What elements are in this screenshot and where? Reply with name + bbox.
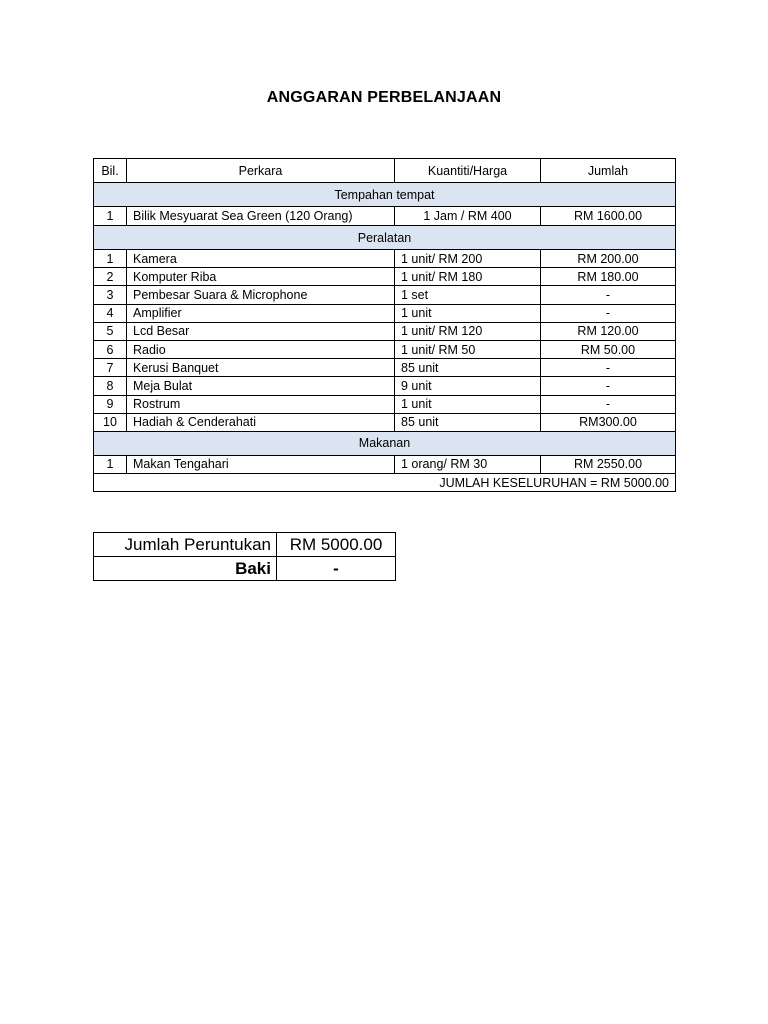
row-qty: 9 unit [395, 377, 541, 395]
table-row [94, 395, 676, 413]
row-item: Pembesar Suara & Microphone [127, 286, 395, 304]
row-amount: RM 120.00 [541, 322, 676, 340]
row-no: 10 [94, 413, 127, 431]
allocation-row [94, 533, 396, 557]
row-qty: 1 set [395, 286, 541, 304]
table-row [94, 268, 676, 286]
table-row [94, 207, 676, 226]
allocation-value: RM 5000.00 [277, 533, 396, 557]
row-item: Makan Tengahari [127, 455, 395, 473]
row-item: Meja Bulat [127, 377, 395, 395]
balance-value: - [277, 557, 396, 581]
row-no: 8 [94, 377, 127, 395]
row-qty: 1 Jam / RM 400 [395, 207, 541, 226]
row-amount: RM 50.00 [541, 340, 676, 358]
table-row [94, 340, 676, 358]
row-no: 1 [94, 207, 127, 226]
row-amount: - [541, 359, 676, 377]
row-no: 3 [94, 286, 127, 304]
header-row [94, 159, 676, 183]
budget-table [93, 158, 676, 492]
row-no: 4 [94, 304, 127, 322]
row-item: Amplifier [127, 304, 395, 322]
row-no: 9 [94, 395, 127, 413]
grand-total-row [94, 474, 676, 492]
table-row [94, 286, 676, 304]
row-item: Radio [127, 340, 395, 358]
row-item: Kerusi Banquet [127, 359, 395, 377]
row-no: 5 [94, 322, 127, 340]
balance-row [94, 557, 396, 581]
row-no: 1 [94, 250, 127, 268]
header-no: Bil. [94, 159, 127, 183]
table-row [94, 377, 676, 395]
row-qty: 85 unit [395, 359, 541, 377]
balance-label: Baki [94, 557, 277, 581]
row-no: 7 [94, 359, 127, 377]
row-no: 6 [94, 340, 127, 358]
row-amount: RM 200.00 [541, 250, 676, 268]
header-qty: Kuantiti/Harga [395, 159, 541, 183]
row-item: Lcd Besar [127, 322, 395, 340]
row-amount: RM 2550.00 [541, 455, 676, 473]
header-amount: Jumlah [541, 159, 676, 183]
row-qty: 1 unit/ RM 120 [395, 322, 541, 340]
document-title: ANGGARAN PERBELANJAAN [266, 89, 502, 106]
row-qty: 1 unit/ RM 50 [395, 340, 541, 358]
row-item: Hadiah & Cenderahati [127, 413, 395, 431]
section-row-food [94, 431, 676, 455]
section-title: Makanan [94, 431, 676, 455]
grand-total: JUMLAH KESELURUHAN = RM 5000.00 [94, 474, 676, 492]
section-row-venue [94, 183, 676, 207]
section-title: Peralatan [94, 226, 676, 250]
row-qty: 85 unit [395, 413, 541, 431]
row-amount: RM300.00 [541, 413, 676, 431]
row-qty: 1 unit [395, 395, 541, 413]
row-qty: 1 orang/ RM 30 [395, 455, 541, 473]
section-title: Tempahan tempat [94, 183, 676, 207]
header-item: Perkara [127, 159, 395, 183]
row-amount: RM 180.00 [541, 268, 676, 286]
table-row [94, 455, 676, 473]
table-row [94, 322, 676, 340]
row-qty: 1 unit/ RM 180 [395, 268, 541, 286]
summary-table [93, 532, 396, 581]
table-row [94, 359, 676, 377]
row-amount: RM 1600.00 [541, 207, 676, 226]
row-item: Rostrum [127, 395, 395, 413]
row-amount: - [541, 395, 676, 413]
table-row [94, 413, 676, 431]
row-no: 1 [94, 455, 127, 473]
allocation-label: Jumlah Peruntukan [94, 533, 277, 557]
table-row [94, 250, 676, 268]
row-no: 2 [94, 268, 127, 286]
row-qty: 1 unit/ RM 200 [395, 250, 541, 268]
row-item: Bilik Mesyuarat Sea Green (120 Orang) [127, 207, 395, 226]
row-qty: 1 unit [395, 304, 541, 322]
row-item: Komputer Riba [127, 268, 395, 286]
row-amount: - [541, 377, 676, 395]
section-row-equipment [94, 226, 676, 250]
table-row [94, 304, 676, 322]
row-amount: - [541, 286, 676, 304]
row-item: Kamera [127, 250, 395, 268]
row-amount: - [541, 304, 676, 322]
